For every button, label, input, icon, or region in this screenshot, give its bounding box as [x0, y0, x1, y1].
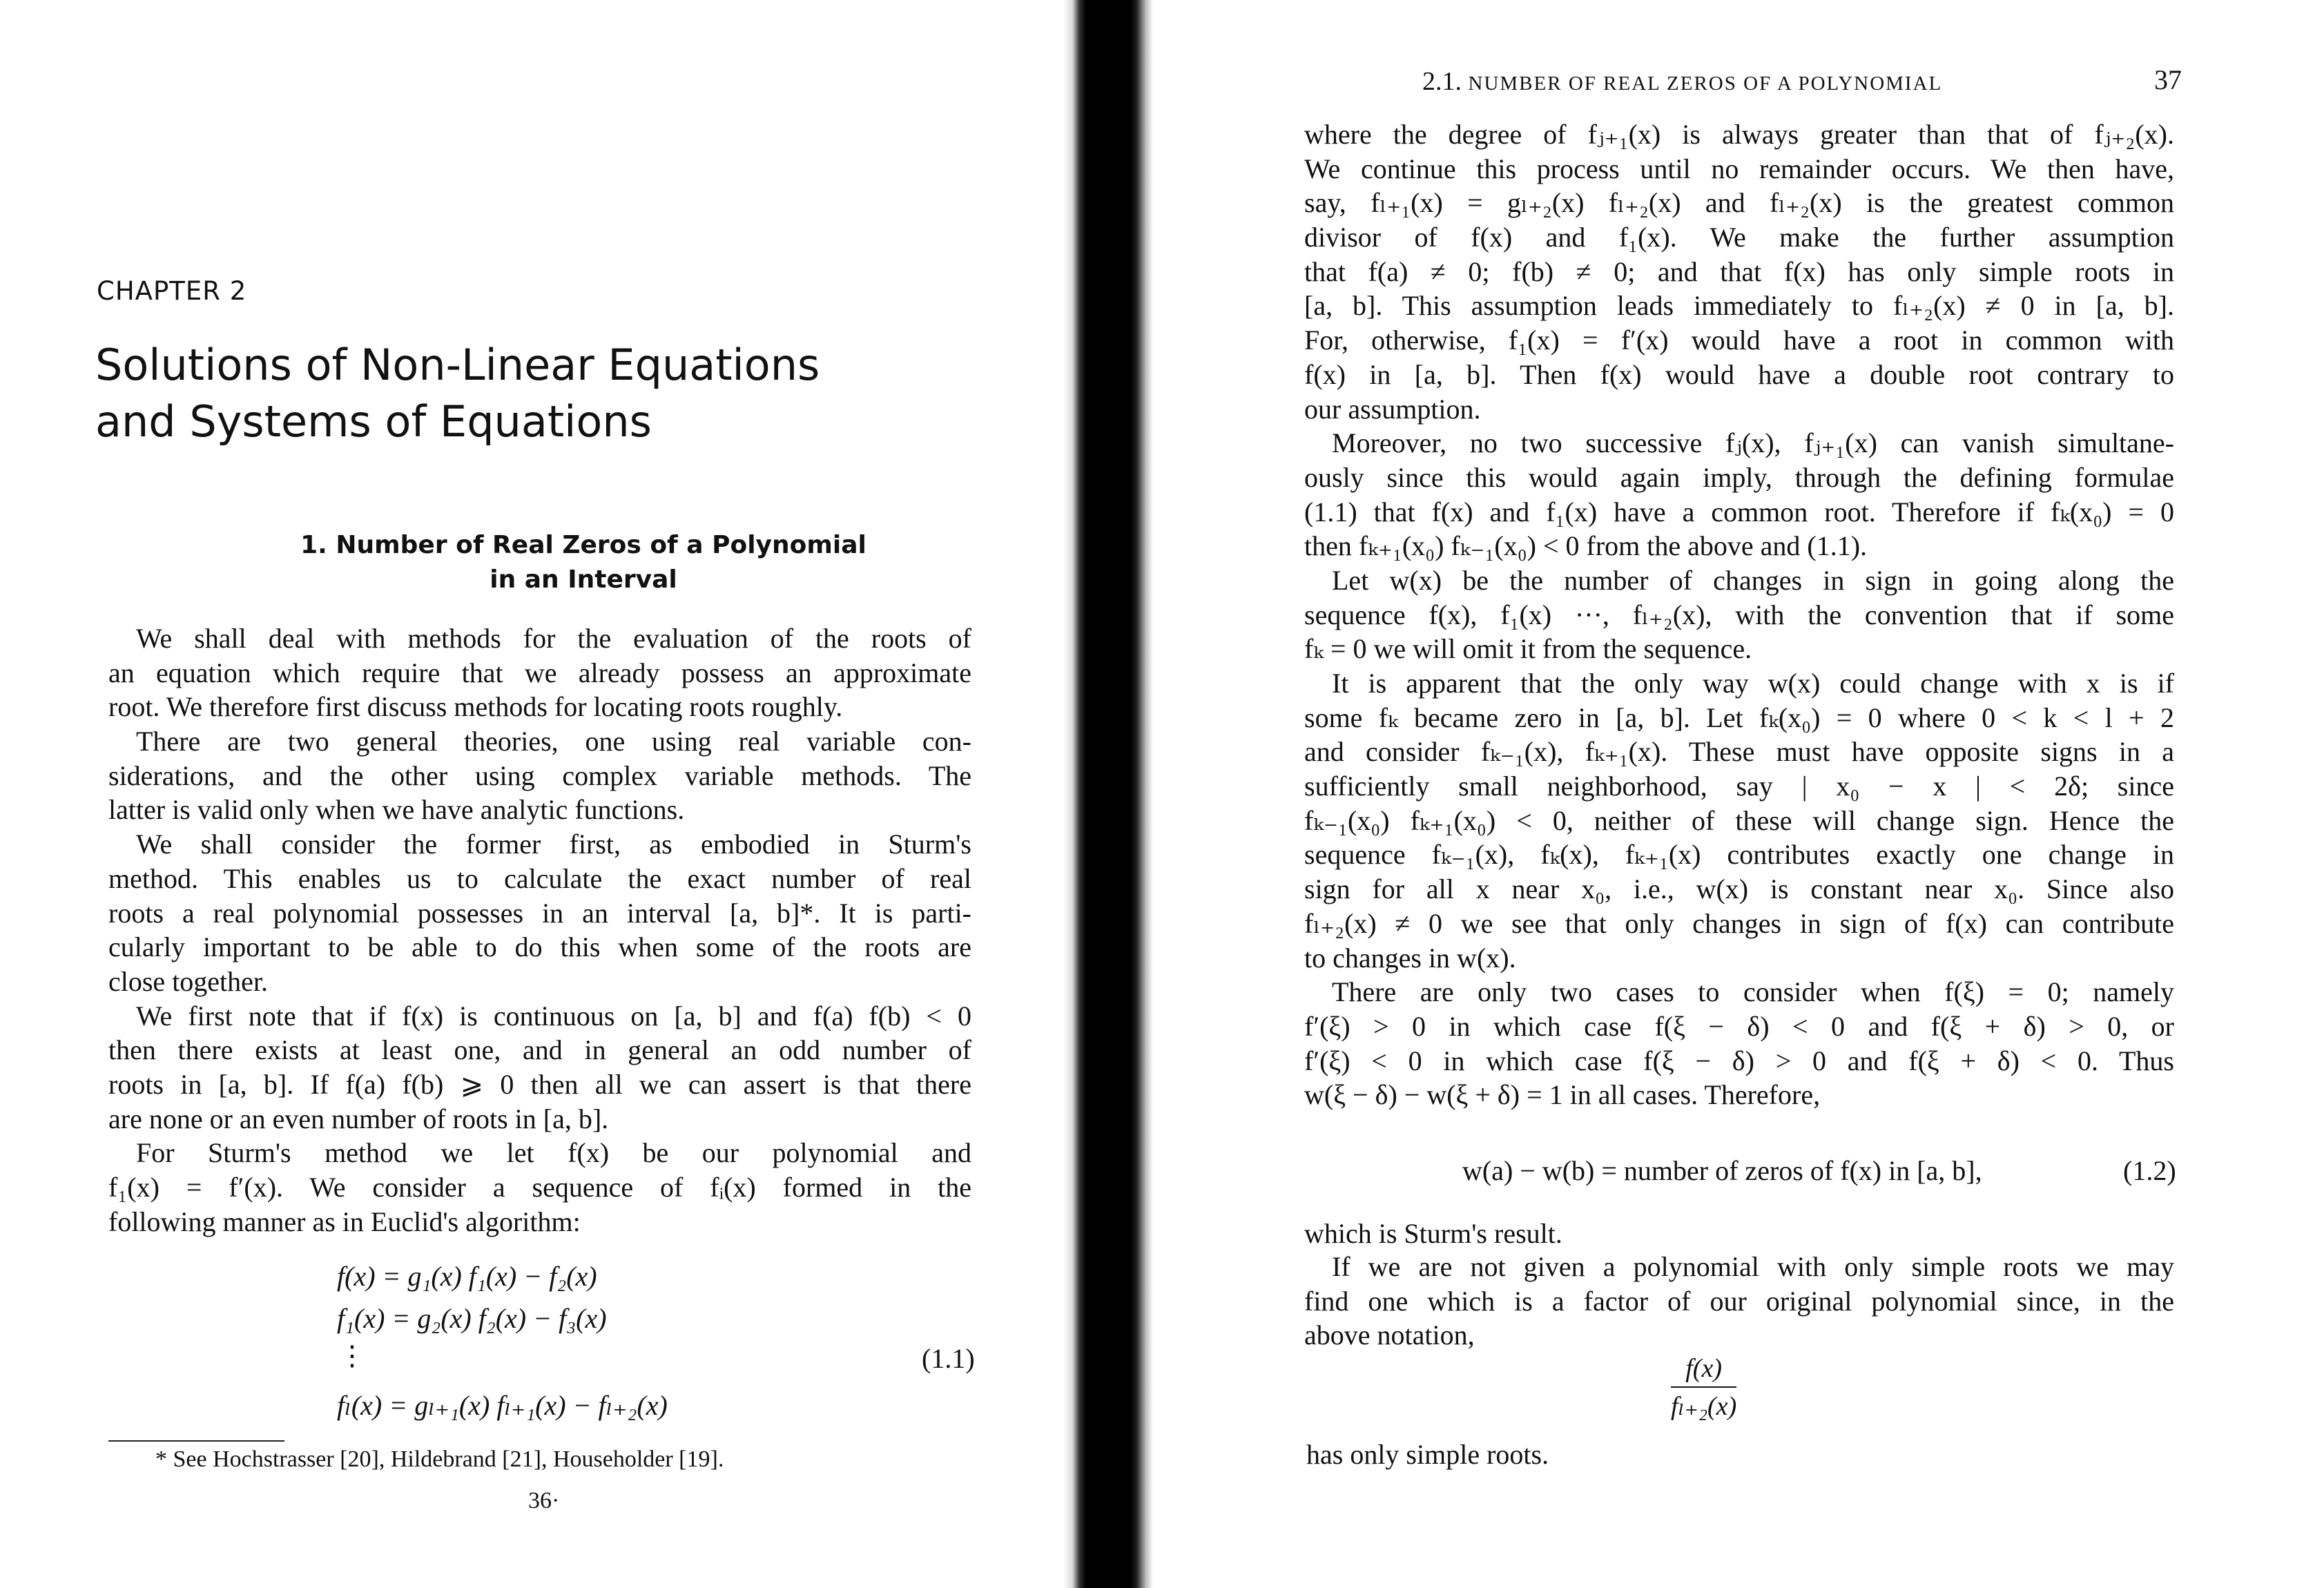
text-line: (1.1) that f(x) and f₁(x) have a common root. Therefore if fₖ(x₀) = 0 — [1304, 496, 2174, 527]
text-line: then there exists at least one, and in general an odd number of — [108, 1034, 971, 1066]
text-line: If we are not given a polynomial with only simple roots we may — [1332, 1251, 2174, 1282]
chapter-title — [95, 337, 820, 450]
left-page — [0, 0, 1077, 1588]
fraction-numerator: f(x) — [1671, 1353, 1736, 1388]
text-line: siderations, and the other using complex variable methods. The — [108, 759, 971, 791]
text-line: method. This enables us to calculate the exact number of real — [108, 862, 971, 894]
text-line: f′(ξ) < 0 in which case f(ξ − δ) > 0 and f(ξ + δ) < 0. Thus — [1304, 1045, 2174, 1076]
text-line: It is apparent that the only way w(x) could change with x is if — [1332, 668, 2174, 699]
equation-label: (1.1) — [922, 1343, 975, 1374]
text-line: fₗ₊₂(x) ≠ 0 we see that only changes in sign of f(x) can contribute — [1304, 907, 2174, 939]
page-number: 36· — [528, 1488, 560, 1513]
text-line: some fₖ became zero in [a, b]. Let fₖ(x₀) = 0 where 0 < k < l + 2 — [1304, 701, 2174, 733]
text-line: For, otherwise, f₁(x) = f′(x) would have a root in common with — [1304, 325, 2174, 356]
paragraph-text — [1304, 1250, 2174, 1353]
text-line: root. We therefore first discuss methods for locating roots roughly. — [108, 691, 843, 723]
text-line: latter is valid only when we have analytic functions. — [108, 794, 685, 826]
text-line: w(ξ − δ) − w(ξ + δ) = 1 in all cases. Therefore, — [1304, 1079, 1821, 1111]
equation-line: f₁(x) = g₂(x) f₂(x) − f₃(x) — [337, 1303, 607, 1334]
footnote-rule — [108, 1440, 284, 1442]
text-line: above notation, — [1304, 1319, 1475, 1351]
text-line: ously since this would again imply, through the defining formulae — [1304, 461, 2174, 493]
text-line: sequence fₖ₋₁(x), fₖ(x), fₖ₊₁(x) contributes exactly one change in — [1304, 839, 2174, 871]
text-line: following manner as in Euclid's algorithm: — [108, 1205, 581, 1237]
fraction-denominator: fₗ₊₂(x) — [1671, 1392, 1737, 1421]
text-line: sign for all x near x₀, i.e., w(x) is constant near x₀. Since also — [1304, 873, 2174, 905]
text-line: f′(ξ) > 0 in which case f(ξ − δ) < 0 and f(ξ + δ) > 0, or — [1304, 1010, 2174, 1042]
text-line: that f(a) ≠ 0; f(b) ≠ 0; and that f(x) has only simple roots in — [1304, 255, 2174, 287]
text-line: There are only two cases to consider when f(ξ) = 0; namely — [1332, 976, 2174, 1008]
text-line: then fₖ₊₁(x₀) fₖ₋₁(x₀) < 0 from the above and (1.1). — [1304, 530, 1868, 562]
text-line: where the degree of fⱼ₊₁(x) is always greater than that of fⱼ₊₂(x). — [1304, 119, 2174, 150]
equation-line: f(x) = g₁(x) f₁(x) − f₂(x) — [337, 1261, 597, 1292]
text-line: which is Sturm's result. — [1304, 1218, 1562, 1249]
text-line: roots a real polynomial possesses in an interval [a, b]*. It is parti- — [108, 897, 971, 929]
section-heading — [166, 528, 1001, 597]
text-line: Moreover, no two successive fⱼ(x), fⱼ₊₁(x) can vanish simultane- — [1332, 427, 2174, 459]
equation-label: (1.2) — [2123, 1155, 2176, 1186]
section-heading-line: in an Interval — [490, 565, 677, 594]
text-line: our assumption. — [1304, 393, 1481, 425]
text-line: There are two general theories, one using real variable con- — [136, 726, 971, 757]
text-line: We shall consider the former first, as embodied in Sturm's — [136, 829, 971, 860]
text-line: roots in [a, b]. If f(a) f(b) ⩾ 0 then all we can assert is that there — [108, 1068, 971, 1100]
chapter-label: CHAPTER 2 — [97, 276, 247, 306]
text-line: We first note that if f(x) is continuous on [a, b] and f(a) f(b) < 0 — [136, 1000, 971, 1032]
equation-line: w(a) − w(b) = number of zeros of f(x) in [a, b], — [1462, 1155, 1982, 1186]
footnote: * See Hochstrasser [20], Hildebrand [21], Householder [19]. — [155, 1446, 724, 1472]
text-line: f₁(x) = f′(x). We consider a sequence of fᵢ(x) formed in the — [108, 1172, 971, 1203]
text-line: We continue this process until no remainder occurs. We then have, — [1304, 153, 2174, 184]
text-line: are none or an even number of roots in [a, b]. — [108, 1103, 609, 1134]
equation-line: fₗ(x) = gₗ₊₁(x) fₗ₊₁(x) − fₗ₊₂(x) — [337, 1390, 668, 1421]
text-line: an equation which require that we already possess an approximate — [108, 657, 971, 688]
running-head — [1422, 66, 1942, 97]
text-line: say, fₗ₊₁(x) = gₗ₊₂(x) fₗ₊₂(x) and fₗ₊₂(x) is the greatest common — [1304, 187, 2174, 219]
text-line: We shall deal with methods for the evaluation of the roots of — [136, 623, 971, 654]
chapter-title-line: and Systems of Equations — [95, 396, 652, 447]
text-line: fₖ₋₁(x₀) fₖ₊₁(x₀) < 0, neither of these will change sign. Hence the — [1304, 804, 2174, 836]
right-body-text — [1304, 117, 2174, 1112]
text-line: cularly important to be able to do this when some of the roots are — [108, 931, 971, 963]
text-line: divisor of f(x) and f₁(x). We make the further assumption — [1304, 222, 2174, 253]
running-head-number: 2.1. — [1422, 67, 1462, 96]
vertical-ellipsis: ⋮ — [338, 1340, 366, 1371]
text-line: f(x) in [a, b]. Then f(x) would have a double root contrary to — [1304, 358, 2174, 390]
text-line: close together. — [108, 965, 269, 997]
section-heading-line: 1. Number of Real Zeros of a Polynomial — [300, 531, 866, 559]
text-line: Let w(x) be the number of changes in sign in going along the — [1332, 564, 2174, 596]
text-line: to changes in w(x). — [1304, 942, 1516, 974]
running-head-title: NUMBER OF REAL ZEROS OF A POLYNOMIAL — [1468, 72, 1943, 95]
chapter-title-line: Solutions of Non-Linear Equations — [95, 340, 820, 390]
text-line: sequence f(x), f₁(x) ···, fₗ₊₂(x), with the convention that if some — [1304, 599, 2174, 630]
text-line: sufficiently small neighborhood, say | x₀ − x | < 2δ; since — [1304, 771, 2174, 802]
text-line: [a, b]. This assumption leads immediately to fₗ₊₂(x) ≠ 0 in [a, b]. — [1304, 290, 2174, 322]
text-line: and consider fₖ₋₁(x), fₖ₊₁(x). These must have opposite signs in a — [1304, 736, 2174, 768]
text-line: For Sturm's method we let f(x) be our polynomial and — [136, 1137, 971, 1169]
closing-text: has only simple roots. — [1306, 1439, 1549, 1470]
sturm-result-text — [1304, 1217, 2174, 1251]
text-line: fₖ = 0 we will omit it from the sequence. — [1304, 633, 1752, 665]
text-line: find one which is a factor of our original polynomial since, in the — [1304, 1285, 2174, 1317]
left-body-text — [108, 621, 971, 1239]
fraction — [1671, 1353, 1736, 1422]
page-number: 37 — [2154, 64, 2182, 95]
